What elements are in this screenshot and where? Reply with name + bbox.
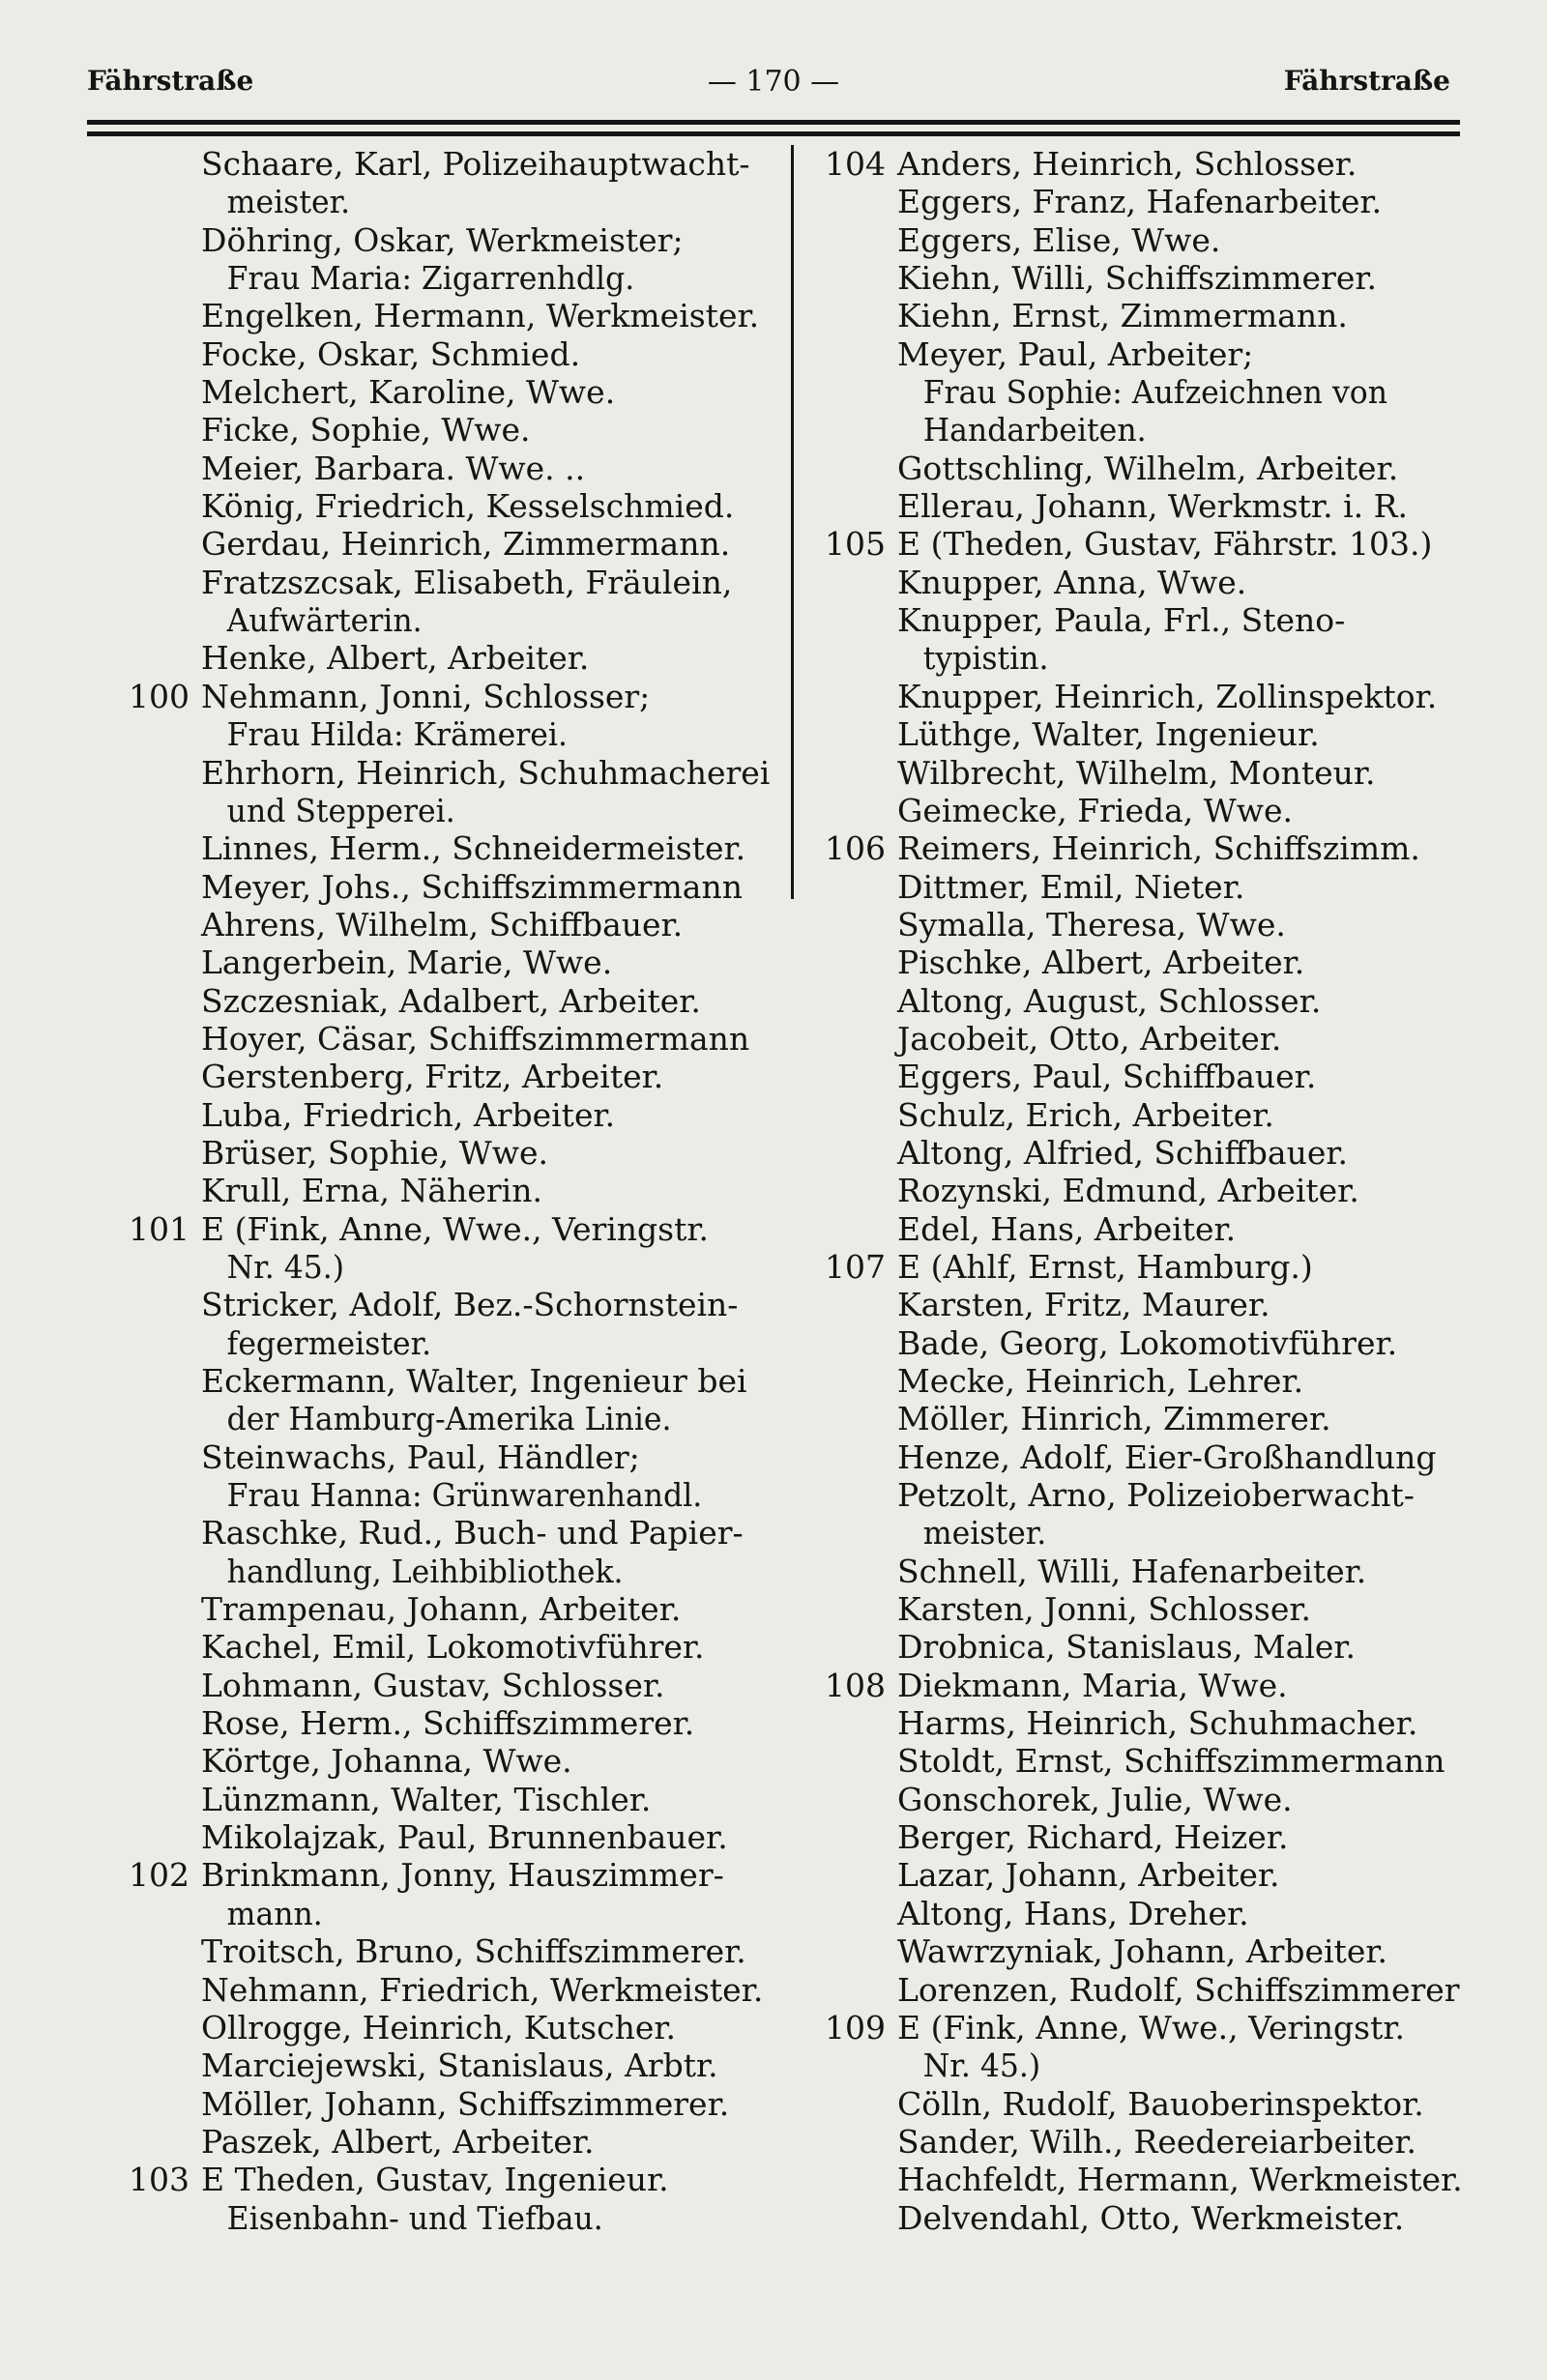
directory-entry [810,1020,1487,1058]
entry-line: Kiehn, Willi, Schiffszimmerer. [897,259,1378,298]
directory-entry [810,906,1487,943]
directory-entry [114,335,776,373]
entry-continuation-line: mann. [226,1894,323,1932]
directory-entry [810,1324,1487,1362]
entry-line: E Theden, Gustav, Ingenieur. [201,2161,669,2199]
entry-line: Krull, Erna, Näherin. [201,1172,542,1210]
entry-line: E (Ahlf, Ernst, Hamburg.) [897,1247,1313,1286]
directory-entry [114,1438,776,1515]
entry-line: Rose, Herm., Schiffszimmerer. [201,1704,695,1743]
directory-entry [114,2009,776,2046]
entry-line: Fratzszcsak, Elisabeth, Fräulein, [201,563,733,601]
directory-entry [810,1058,1487,1095]
entry-line: Lüthge, Walter, Ingenieur. [897,715,1320,754]
entry-continuation-line: Handarbeiten. [922,411,1147,450]
directory-entry [810,1628,1487,1666]
entry-line: Langerbein, Marie, Wwe. [201,943,613,982]
directory-entry [114,1096,776,1134]
entry-line: Henze, Adolf, Eier-Großhandlung [897,1437,1437,1476]
entry-line: Steinwachs, Paul, Händler; [201,1437,640,1476]
directory-entry [810,1781,1487,1818]
directory-entry [810,1286,1487,1323]
directory-entry [810,1590,1487,1628]
entry-line: Jacobeit, Otto, Arbeiter. [897,1019,1282,1058]
entry-line: Hoyer, Cäsar, Schiffszimmermann [201,1019,750,1058]
entry-line: Ahrens, Wilhelm, Schiffbauer. [201,905,684,943]
house-number: 102 [129,1856,190,1895]
entry-continuation-line: handlung, Leihbibliothek. [226,1552,624,1590]
column-divider [791,145,794,899]
directory-entry [810,1134,1487,1172]
directory-entry [810,1667,1487,1704]
directory-entry [810,1818,1487,1856]
directory-entry [810,792,1487,829]
directory-entry [114,1856,776,1932]
directory-entry [810,1704,1487,1742]
directory-entry [114,373,776,411]
directory-entry [810,450,1487,487]
directory-entry [114,829,776,867]
entry-line: Eggers, Franz, Hafenarbeiter. [897,183,1383,221]
directory-entry [114,1628,776,1666]
entry-line: Lohmann, Gustav, Schlosser. [201,1666,665,1704]
entry-continuation-line: Frau Sophie: Aufzeichnen von [922,373,1387,412]
entry-continuation-line: Nr. 45.) [226,1247,345,1286]
house-number: 104 [825,145,886,183]
entry-line: E (Fink, Anne, Wwe., Veringstr. [201,1209,710,1248]
entry-line: Brüser, Sophie, Wwe. [201,1133,548,1172]
entry-line: Eggers, Paul, Schiffbauer. [897,1058,1317,1096]
directory-entry [810,1400,1487,1437]
entry-line: Ellerau, Johann, Werkmstr. i. R. [897,487,1408,526]
entry-continuation-line: Nr. 45.) [922,2046,1041,2085]
entry-line: Schnell, Willi, Hafenarbeiter. [897,1552,1367,1590]
directory-entry [114,1704,776,1742]
directory-entry [810,1742,1487,1780]
directory-entry [810,221,1487,259]
entry-line: Mikolajzak, Paul, Brunnenbauer. [201,1818,728,1857]
entry-line: Marciejewski, Stanislaus, Arbtr. [201,2046,718,2085]
directory-entry [810,1932,1487,1970]
directory-entry [114,1362,776,1438]
directory-entry [114,678,776,754]
directory-entry [810,1172,1487,1209]
entry-line: Raschke, Rud., Buch- und Papier- [201,1514,744,1553]
entry-line: Schaare, Karl, Polizeihauptwacht- [201,145,750,183]
directory-entry [114,221,776,298]
entry-line: Stricker, Adolf, Bez.-Schornstein- [201,1286,739,1324]
directory-entry [114,1667,776,1704]
entry-line: Möller, Hinrich, Zimmerer. [897,1400,1331,1438]
directory-entry [114,639,776,677]
running-head-left: Fährstraße [87,65,254,97]
entry-line: Nehmann, Friedrich, Werkmeister. [201,1970,764,2009]
directory-entry [810,1096,1487,1134]
entry-line: Edel, Hans, Arbeiter. [897,1209,1237,1248]
entry-line: Altong, August, Schlosser. [897,981,1322,1020]
entry-line: Gottschling, Wilhelm, Arbeiter. [897,449,1399,487]
directory-entry [114,450,776,487]
entry-line: Geimecke, Frieda, Wwe. [897,791,1293,829]
entry-line: Knupper, Anna, Wwe. [897,563,1247,601]
entry-line: Brinkmann, Jonny, Hauszimmer- [201,1856,724,1895]
entry-line: Drobnica, Stanislaus, Maler. [897,1628,1357,1667]
directory-entry [810,525,1487,563]
directory-entry [810,564,1487,601]
entry-continuation-line: und Stepperei. [226,791,455,829]
header-rule-bottom [87,131,1460,136]
directory-entry [810,1362,1487,1400]
entry-line: Möller, Johann, Schiffszimmerer. [201,2084,730,2123]
entry-line: Schulz, Erich, Arbeiter. [897,1095,1274,1134]
entry-continuation-line: Frau Hilda: Krämerei. [226,715,568,754]
directory-entry [114,1058,776,1095]
entry-continuation-line: Frau Hanna: Grünwarenhandl. [226,1476,703,1515]
directory-entry [810,943,1487,981]
directory-entry [810,1438,1487,1476]
entry-line: Altong, Alfried, Schiffbauer. [897,1133,1348,1172]
directory-entry [810,868,1487,906]
entry-line: E (Fink, Anne, Wwe., Veringstr. [897,2008,1406,2046]
entry-line: Kachel, Emil, Lokomotivführer. [201,1628,705,1667]
entry-line: Meyer, Paul, Arbeiter; [897,334,1254,373]
entry-line: Lorenzen, Rudolf, Schiffszimmerer [897,1970,1460,2009]
directory-entry [114,2085,776,2123]
directory-entry [810,2085,1487,2123]
entry-line: Bade, Georg, Lokomotivführer. [897,1323,1398,1362]
entry-line: Rozynski, Edmund, Arbeiter. [897,1172,1359,1210]
entry-line: Mecke, Heinrich, Lehrer. [897,1362,1304,1400]
entry-continuation-line: meister. [922,1514,1047,1553]
entry-line: Lünzmann, Walter, Tischler. [201,1780,652,1818]
house-number: 100 [129,677,190,715]
entry-line: Focke, Oskar, Schmied. [201,334,581,373]
directory-entry [114,1781,776,1818]
entry-continuation-line: Aufwärterin. [226,601,423,640]
entry-line: Meier, Barbara. Wwe. .. [201,449,586,487]
directory-entry [114,1971,776,2009]
entry-line: Ficke, Sophie, Wwe. [201,411,531,450]
directory-entry [114,754,776,830]
entry-line: Trampenau, Johann, Arbeiter. [201,1590,682,1629]
entry-line: Petzolt, Arno, Polizeioberwacht- [897,1476,1415,1515]
entry-line: Hachfeldt, Hermann, Werkmeister. [897,2161,1463,2199]
directory-entry [810,829,1487,867]
house-number: 101 [129,1209,190,1248]
directory-entry [114,868,776,906]
entry-line: Eckermann, Walter, Ingenieur bei [201,1362,747,1400]
running-head-right: Fährstraße [1283,65,1450,97]
directory-entry [810,145,1487,183]
directory-entry [114,1742,776,1780]
entry-line: Nehmann, Jonni, Schlosser; [201,677,651,715]
entry-line: Stoldt, Ernst, Schiffszimmermann [897,1742,1445,1781]
directory-entry [114,1020,776,1058]
directory-entry [810,601,1487,678]
directory-entry [114,297,776,334]
directory-entry [114,943,776,981]
entry-line: Diekmann, Maria, Wwe. [897,1666,1288,1704]
entry-line: Symalla, Theresa, Wwe. [897,905,1286,943]
house-number: 106 [825,829,886,868]
entry-line: Szczesniak, Adalbert, Arbeiter. [201,981,701,1020]
directory-entry [114,1172,776,1209]
entry-line: Knupper, Heinrich, Zollinspektor. [897,677,1438,715]
directory-entry [810,1553,1487,1590]
entry-line: Linnes, Herm., Schneidermeister. [201,829,746,868]
entry-line: Harms, Heinrich, Schuhmacher. [897,1704,1418,1743]
entry-continuation-line: fegermeister. [226,1323,432,1362]
directory-entry [810,487,1487,525]
directory-entry [114,1134,776,1172]
directory-entry [114,525,776,563]
directory-entry [114,2046,776,2084]
entry-line: Altong, Hans, Dreher. [897,1894,1249,1932]
entry-line: Paszek, Albert, Arbeiter. [201,2122,595,2161]
entry-line: Sander, Wilh., Reedereiarbeiter. [897,2122,1416,2161]
right-column [810,145,1487,2237]
directory-entry [810,1971,1487,2009]
entry-line: Körtge, Johanna, Wwe. [201,1742,572,1781]
directory-entry [810,754,1487,792]
entry-line: Döhring, Oskar, Werkmeister; [201,220,684,259]
entry-line: Lazar, Johann, Arbeiter. [897,1856,1280,1895]
directory-entry [810,678,1487,715]
entry-line: Meyer, Johs., Schiffszimmermann [201,867,743,906]
directory-entry [114,411,776,449]
directory-entry [810,297,1487,334]
entry-line: Engelken, Hermann, Werkmeister. [201,297,760,335]
directory-entry [114,982,776,1020]
page-number: — 170 — [707,65,840,99]
directory-entry [114,145,776,221]
entry-line: Berger, Richard, Heizer. [897,1818,1289,1857]
directory-entry [114,1210,776,1287]
entry-line: Luba, Friedrich, Arbeiter. [201,1095,616,1134]
entry-line: Gerdau, Heinrich, Zimmermann. [201,525,731,564]
directory-entry [810,2123,1487,2161]
house-number: 107 [825,1247,886,1286]
directory-entry [810,259,1487,297]
directory-entry [810,2199,1487,2237]
entry-continuation-line: der Hamburg-Amerika Linie. [226,1400,672,1438]
directory-entry [810,1476,1487,1553]
entry-line: Wawrzyniak, Johann, Arbeiter. [897,1932,1387,1971]
entry-line: Wilbrecht, Wilhelm, Monteur. [897,753,1376,792]
directory-entry [114,1932,776,1970]
entry-line: Cölln, Rudolf, Bauoberinspektor. [897,2084,1424,2123]
directory-entry [114,906,776,943]
house-number: 109 [825,2008,886,2046]
house-number: 103 [129,2161,190,2199]
directory-entry [810,335,1487,450]
directory-entry [810,1210,1487,1248]
directory-entry [810,2009,1487,2085]
entry-continuation-line: meister. [226,183,351,221]
directory-entry [810,982,1487,1020]
entry-continuation-line: typistin. [922,639,1049,678]
entry-line: E (Theden, Gustav, Fährstr. 103.) [897,525,1433,564]
directory-entry [114,2161,776,2237]
directory-entry [114,2123,776,2161]
directory-entry [114,1818,776,1856]
entry-line: Dittmer, Emil, Nieter. [897,867,1245,906]
house-number: 105 [825,525,886,564]
directory-entry [810,1895,1487,1932]
entry-line: Knupper, Paula, Frl., Steno- [897,601,1346,640]
directory-entry [114,1286,776,1362]
directory-entry [114,1590,776,1628]
entry-line: Delvendahl, Otto, Werkmeister. [897,2198,1405,2237]
entry-line: Karsten, Jonni, Schlosser. [897,1590,1312,1629]
entry-line: Troitsch, Bruno, Schiffszimmerer. [201,1932,746,1971]
entry-line: Anders, Heinrich, Schlosser. [897,145,1357,183]
entry-line: Pischke, Albert, Arbeiter. [897,943,1305,982]
entry-line: Reimers, Heinrich, Schiffszimm. [897,829,1420,868]
directory-entry [810,183,1487,220]
directory-entry [810,1248,1487,1286]
directory-entry [114,564,776,640]
directory-entry [810,715,1487,753]
directory-entry [810,2161,1487,2198]
header-rule-top [87,120,1460,125]
entry-continuation-line: Frau Maria: Zigarrenhdlg. [226,259,635,298]
entry-line: Ollrogge, Heinrich, Kutscher. [201,2008,677,2046]
directory-entry [114,487,776,525]
entry-line: Karsten, Fritz, Maurer. [897,1286,1270,1324]
directory-entry [810,1856,1487,1894]
left-column [114,145,776,2237]
entry-line: Gonschorek, Julie, Wwe. [897,1780,1293,1818]
entry-line: Gerstenberg, Fritz, Arbeiter. [201,1058,664,1096]
entry-line: Eggers, Elise, Wwe. [897,220,1221,259]
entry-continuation-line: Eisenbahn- und Tiefbau. [226,2198,603,2237]
directory-entry [114,1514,776,1590]
entry-line: Melchert, Karoline, Wwe. [201,373,616,412]
entry-line: König, Friedrich, Kesselschmied. [201,487,735,526]
entry-line: Kiehn, Ernst, Zimmermann. [897,297,1348,335]
house-number: 108 [825,1666,886,1704]
entry-line: Ehrhorn, Heinrich, Schuhmacherei [201,753,771,792]
entry-line: Henke, Albert, Arbeiter. [201,639,590,678]
